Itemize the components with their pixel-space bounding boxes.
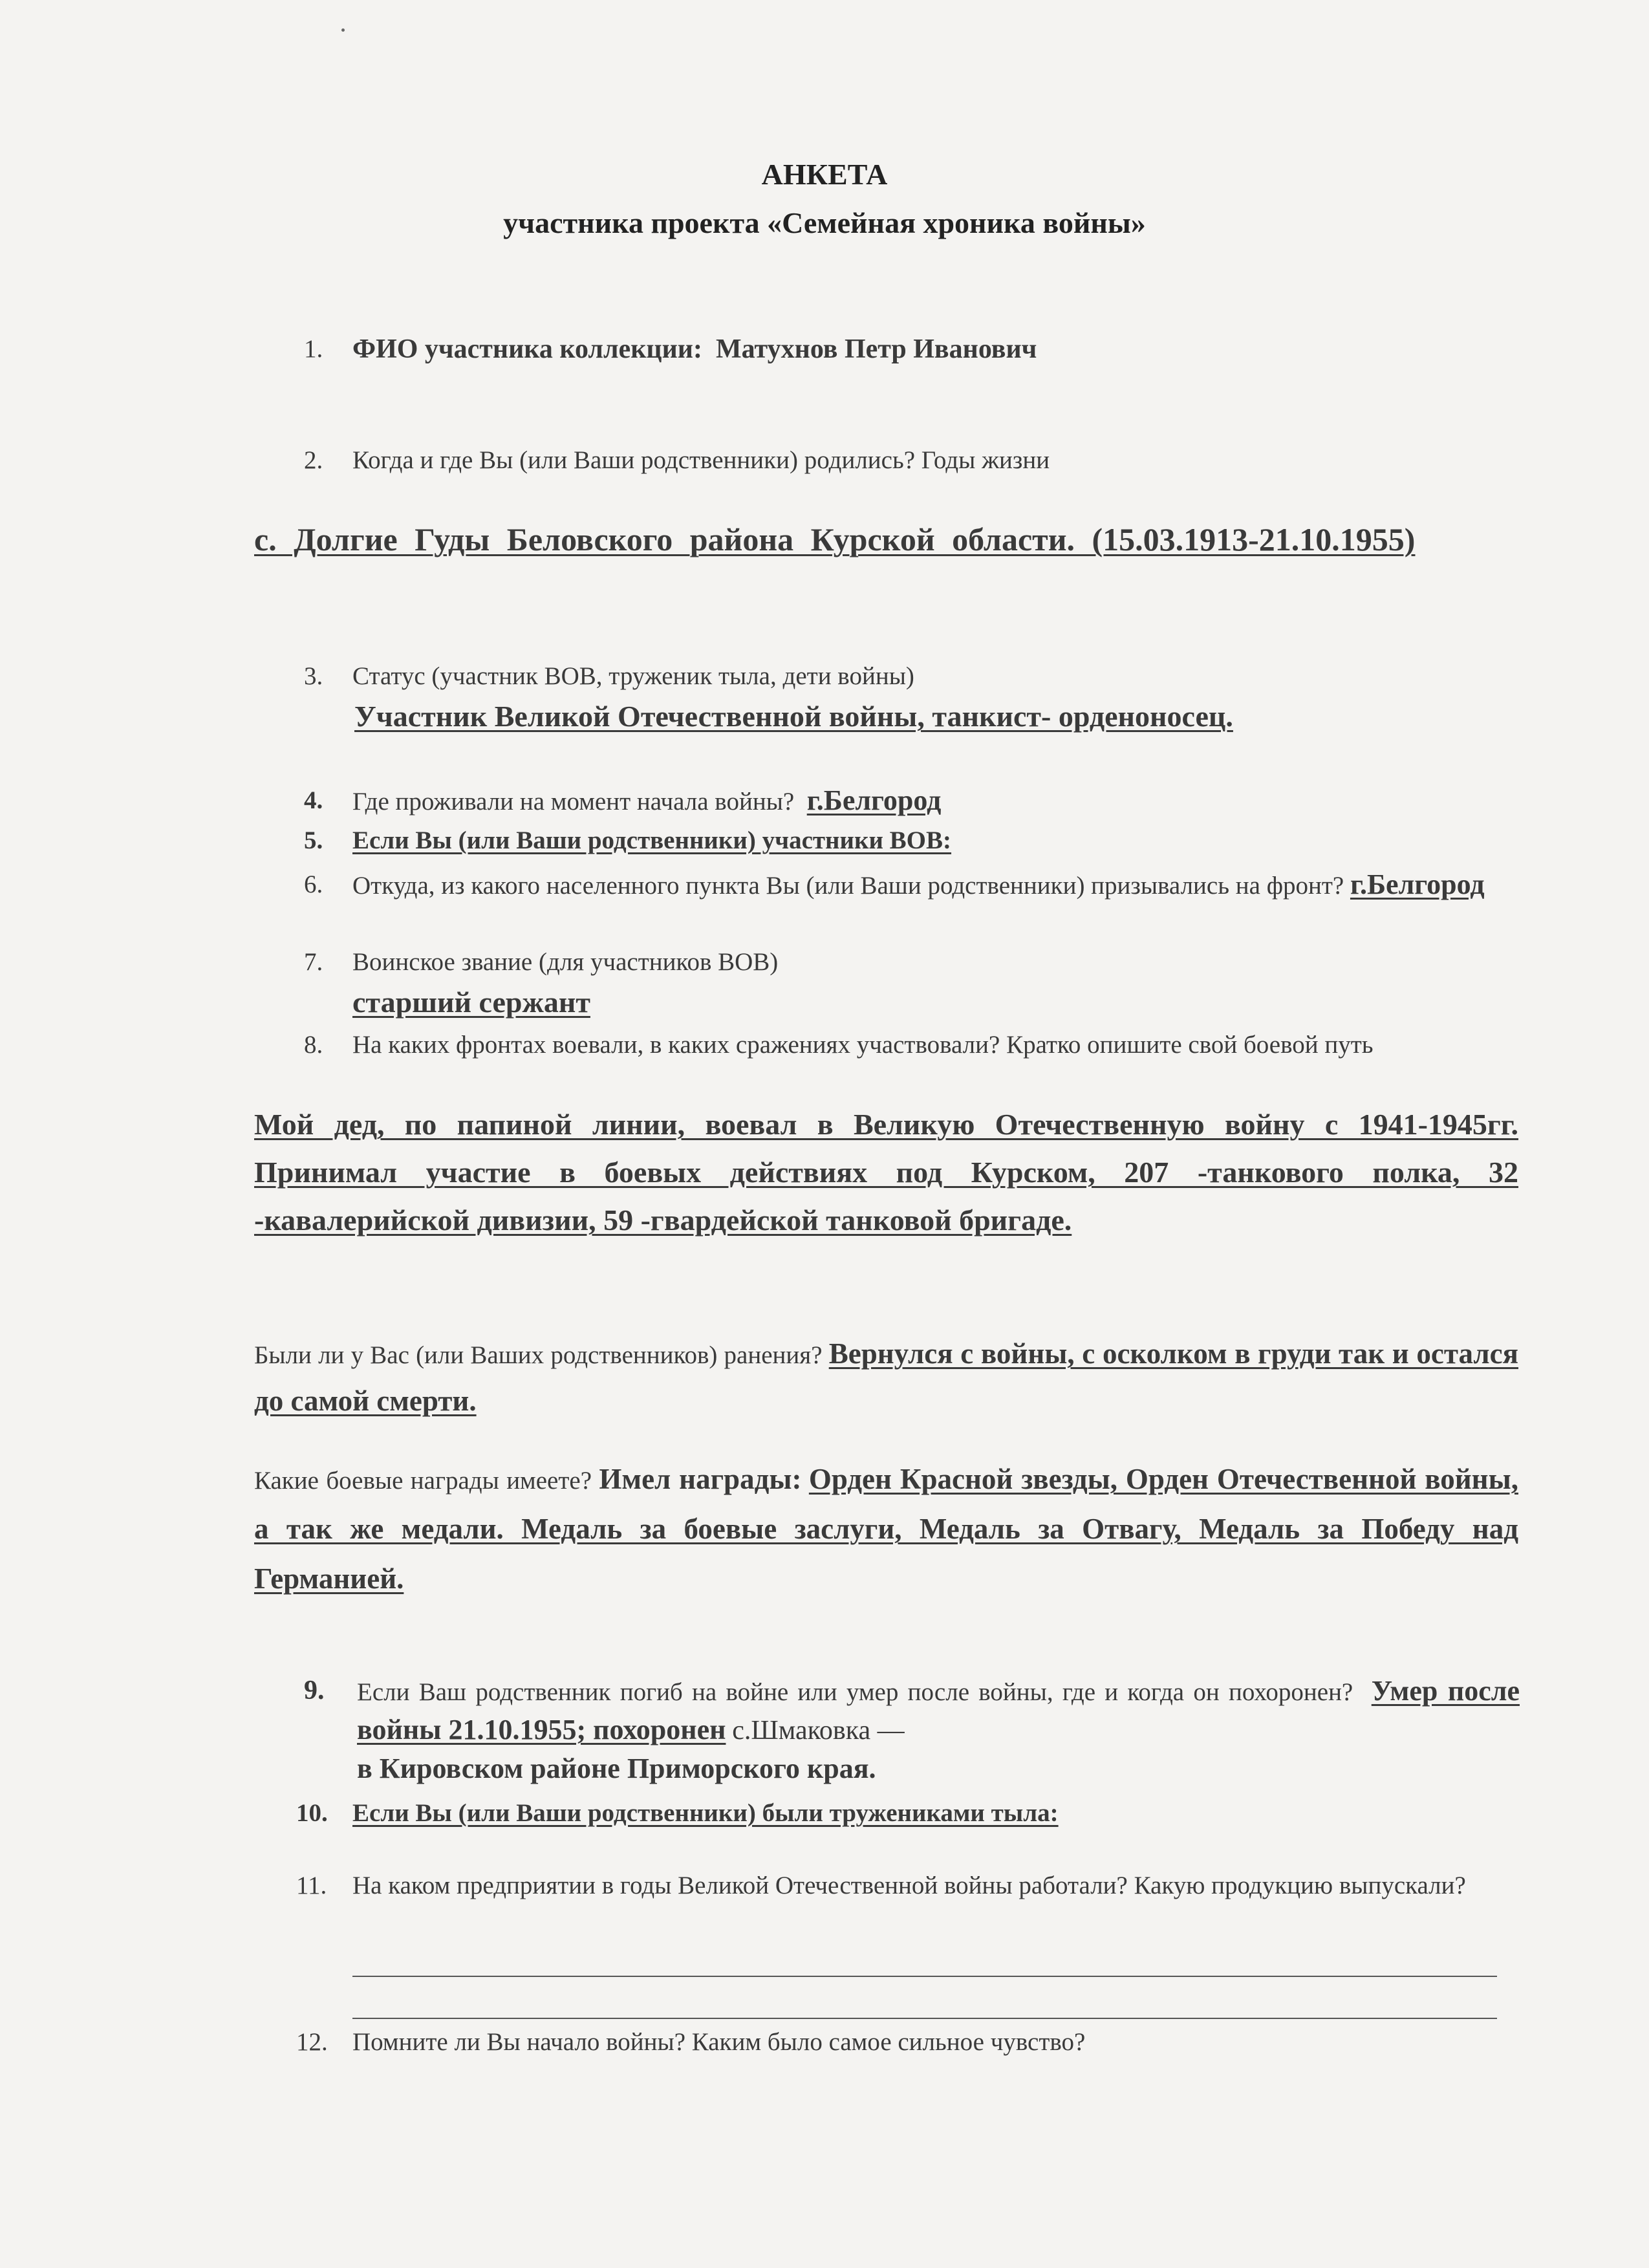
question-label: Воинское звание (для участников ВОВ) — [352, 948, 779, 976]
wounds-question — [254, 1331, 1518, 1425]
question-3 — [304, 658, 1520, 695]
question-number: 4. — [304, 786, 323, 814]
question-11 — [296, 1868, 1520, 1904]
answer-text: Матухнов Петр Иванович — [715, 334, 1037, 364]
question-8 — [304, 1027, 1520, 1063]
question-number: 12. — [296, 2028, 328, 2056]
answer-8 — [254, 1101, 1518, 1244]
question-number: 5. — [304, 826, 323, 854]
answer-prefix: Имел награды: — [599, 1463, 802, 1495]
answer-line — [352, 2018, 1497, 2019]
question-4 — [304, 783, 1520, 820]
answer-text: старший сержант — [352, 986, 590, 1019]
document-subtitle: участника проекта «Семейная хроника войны» — [503, 206, 1146, 239]
question-label: На каких фронтах воевали, в каких сражениях участвовали? Кратко опишите свой боевой путь — [352, 1031, 1374, 1059]
question-number: 10. — [296, 1799, 328, 1827]
answer-place: с.Шмаковка — — [732, 1716, 905, 1745]
question-number: 3. — [304, 662, 323, 690]
question-label: На каком предприятии в годы Великой Отечественной войны работали? Какую продукцию выпускали? — [352, 1872, 1466, 1899]
question-label: Помните ли Вы начало войны? Каким было самое сильное чувство? — [352, 2028, 1086, 2056]
question-9 — [304, 1672, 1520, 1789]
question-2 — [304, 442, 1520, 479]
answer-text: Вернулся с войны, с осколком в груди так и остался до самой смерти. — [254, 1337, 1518, 1417]
answer-text: г.Белгород — [806, 784, 942, 816]
question-7 — [304, 944, 1520, 1022]
answer-text: Участник Великой Отечественной войны, танкист- орденоносец. — [354, 700, 1233, 733]
question-number: 2. — [304, 446, 323, 474]
answer-text: с. Долгие Гуды Беловского района Курской области. (15.03.1913-21.10.1955) — [254, 521, 1416, 557]
answer-text: Мой дед, по папиной линии, воевал в Великую Отечественную войну с 1941-1945гг. Принимал участие в боевых действиях под Курском, 207 -танкового полка, 32 -кавалерийской дивизии, 59 -гвардейской танковой бригаде. — [254, 1108, 1518, 1237]
question-label: Были ли у Вас (или Ваших родственников) ранения? — [254, 1341, 823, 1369]
question-label: Если Вы (или Ваши родственники) участники ВОВ: — [352, 826, 952, 854]
answer-text: Орден Красной звезды, Орден Отечественной войны, а так же медали. Медаль за боевые заслуги, Медаль за Отвагу, Медаль за Победу над Германией. — [254, 1463, 1518, 1595]
question-6 — [304, 867, 1520, 904]
answer-2 — [254, 519, 1518, 560]
question-1 — [304, 331, 1520, 368]
question-number: 11. — [296, 1872, 327, 1899]
awards-question — [254, 1455, 1518, 1604]
answer-line — [352, 1976, 1497, 1977]
question-label: Где проживали на момент начала войны? — [352, 788, 795, 815]
answer-text: г.Белгород — [1350, 869, 1485, 900]
question-label: Если Вы (или Ваши родственники) были тружениками тыла: — [352, 1799, 1059, 1827]
question-number: 8. — [304, 1031, 323, 1059]
answer-3 — [354, 697, 1518, 736]
question-12 — [296, 2024, 1520, 2060]
answer-region: в Кировском районе Приморского края. — [357, 1753, 876, 1784]
question-label: ФИО участника коллекции: — [352, 334, 702, 364]
answer-text: Умер после войны 21.10.1955; похоронен — [357, 1675, 1520, 1745]
question-label: Откуда, из какого населенного пункта Вы (или Ваши родственники) призывались на фронт? — [352, 872, 1344, 900]
question-label: Статус (участник ВОВ, труженик тыла, дети войны) — [352, 662, 914, 690]
document-title: АНКЕТА — [761, 158, 888, 191]
question-number: 9. — [304, 1676, 325, 1705]
question-label: Какие боевые награды имеете? — [254, 1467, 592, 1495]
question-number: 6. — [304, 870, 323, 898]
question-number: 7. — [304, 948, 323, 976]
question-10 — [296, 1795, 1520, 1831]
question-number: 1. — [304, 335, 323, 363]
speck — [341, 28, 345, 32]
question-5 — [304, 823, 1520, 859]
question-label: Если Ваш родственник погиб на войне или умер после войны, где и когда он похоронен? — [357, 1678, 1353, 1706]
question-label: Когда и где Вы (или Ваши родственники) родились? Годы жизни — [352, 446, 1050, 474]
